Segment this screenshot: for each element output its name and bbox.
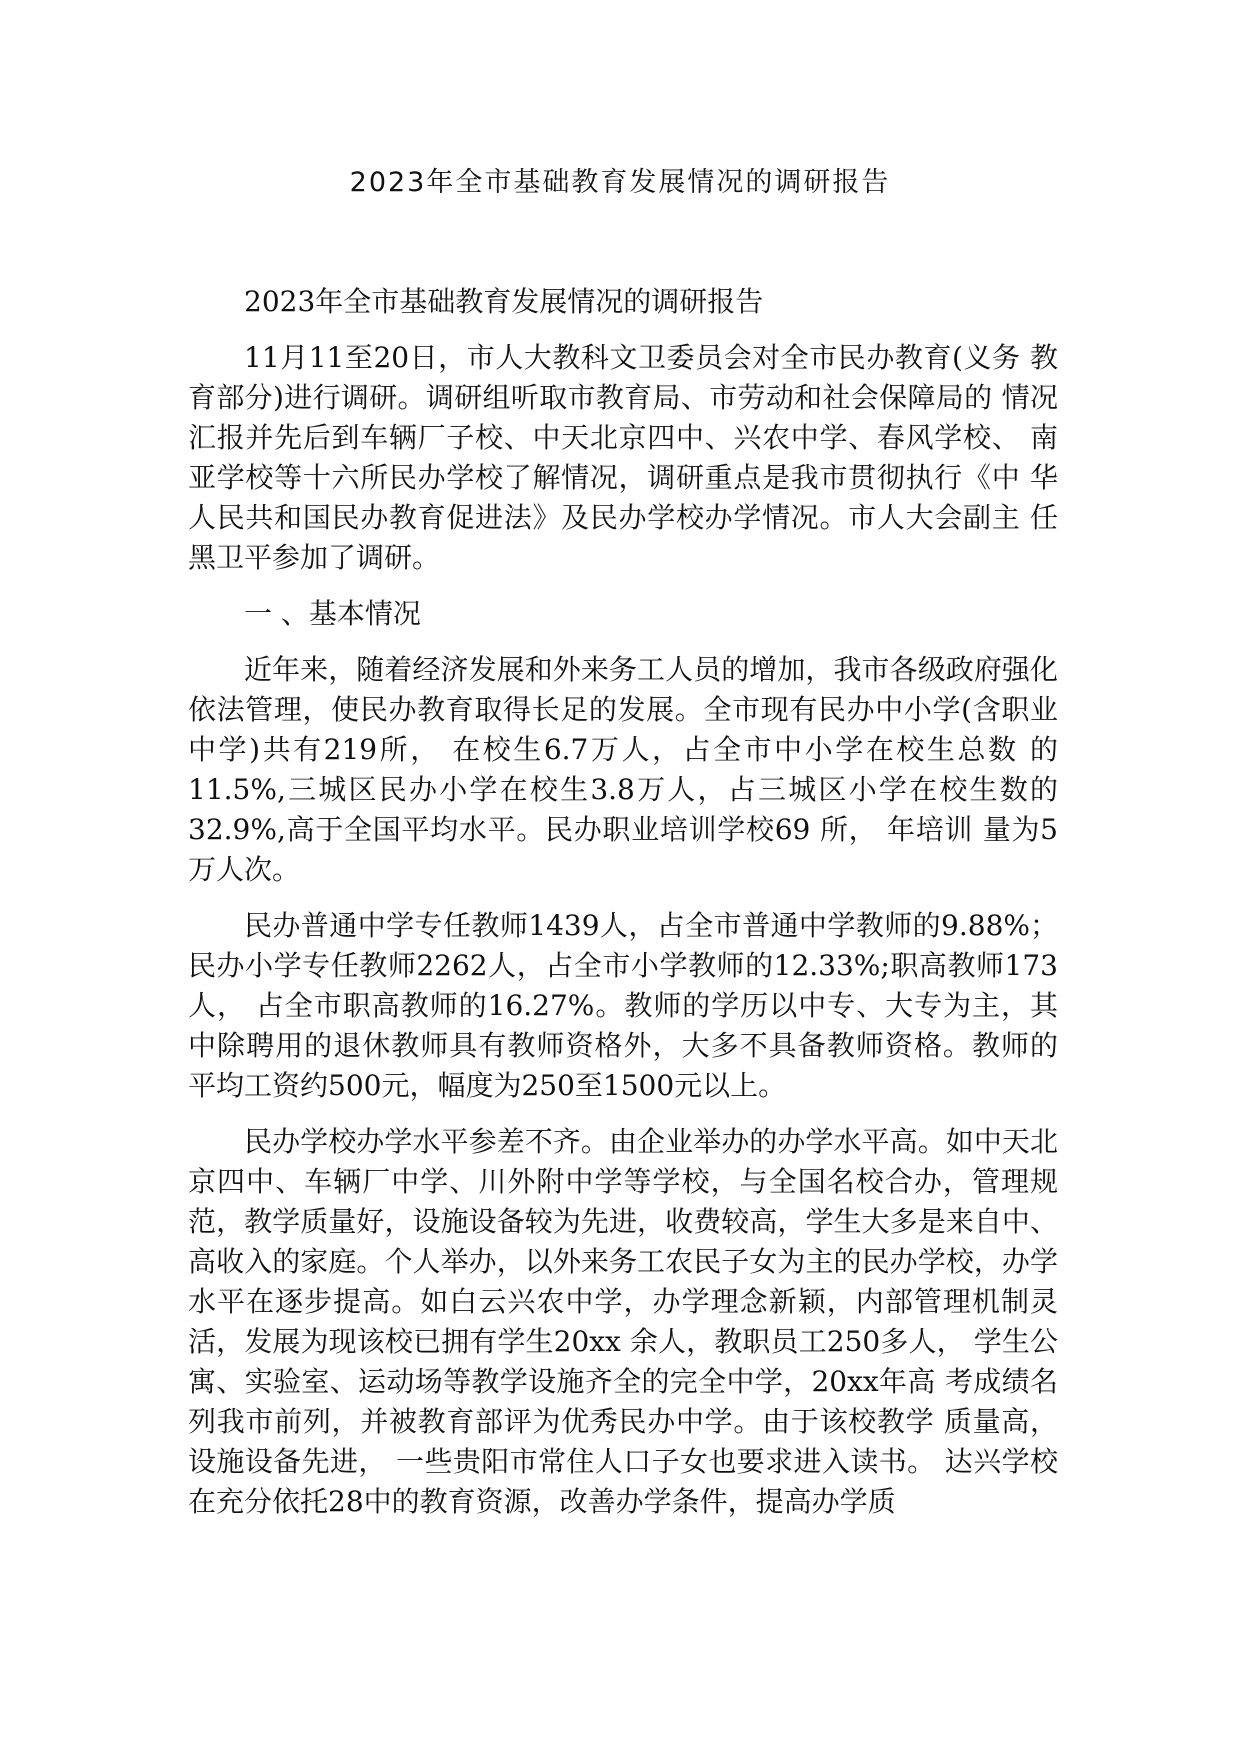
paragraph-school-statistics: 近年来，随着经济发展和外来务工人员的增加，我市各级政府强化依法管理，使民办教育取得长足的发展。全市现有民办中小学(含职业中学)共有219所， 在校生6.7万人，占全市中小学在校生总数 的11.5%,三城区民办小学在校生3.8万人，占三城区小学在校生数的32.9%,高于全国平均水平。民办职业培训学校69 所， 年培训 量为5万人次。 (188, 653, 1058, 886)
document-title: 2023年全市基础教育发展情况的调研报告 (349, 167, 891, 198)
paragraph-school-quality: 民办学校办学水平参差不齐。由企业举办的办学水平高。如中天北京四中、车辆厂中学、川外附中学等学校，与全国名校合办，管理规范，教学质量好，设施设备较为先进，收费较高，学生大多是来自中、高收入的家庭。个人举办，以外来务工农民子女为主的民办学校，办学水平在逐步提高。如白云兴农中学，办学理念新颖，内部管理机制灵活，发展为现该校已拥有学生20xx 余人，教职员工250多人， 学生公寓、实验室、运动场等教学设施齐全的完全中学，20xx年高 考成绩名列我市前列，并被教育部评为优秀民办中学。由于该校教学 质量高，设施设备先进， 一些贵阳市常住人口子女也要求进入读书。 达兴学校在充分依托28中的教育资源，改善办学条件，提高办学质 (188, 1125, 1058, 1518)
paragraph-teacher-statistics: 民办普通中学专任教师1439人，占全市普通中学教师的9.88%； 民办小学专任教师2262人，占全市小学教师的12.33%;职高教师173 人， 占全市职高教师的16.27%。教师的学历以中专、大专为主，其 中除聘用的退休教师具有教师资格外，大多不具备教师资格。教师的 平均工资约500元，幅度为250至1500元以上。 (188, 909, 1058, 1102)
document-body (188, 282, 1058, 1538)
document-subtitle: 2023年全市基础教育发展情况的调研报告 (244, 285, 764, 318)
section-heading-basic-situation: 一 、基本情况 (244, 597, 421, 630)
intro-paragraph: 11月11至20日，市人大教科文卫委员会对全市民办教育(义务 教育部分)进行调研。调研组听取市教育局、市劳动和社会保障局的 情况汇报并先后到车辆厂子校、中天北京四中、兴农中学、春风学校、 南亚学校等十六所民办学校了解情况，调研重点是我市贯彻执行《中 华人民共和国民办教育促进法》及民办学校办学情况。市人大会副主 任黑卫平参加了调研。 (188, 341, 1058, 574)
